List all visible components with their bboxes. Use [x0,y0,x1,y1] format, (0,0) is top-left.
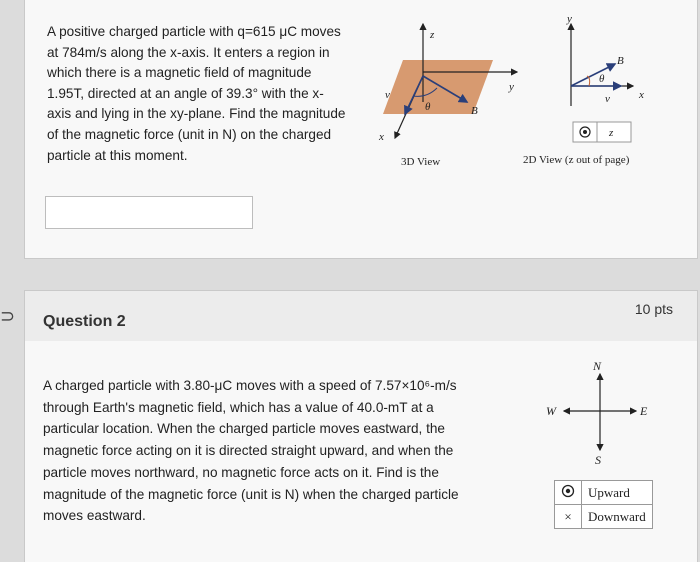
3d-view-diagram [375,18,525,148]
y-label: y [509,81,514,93]
cross-into-page-icon: × [555,505,582,529]
north-label: N [593,359,602,373]
compass-diagram [540,356,670,468]
q1-line: at 784m/s along the x-axis. It enters a region in [47,44,330,60]
q1-line: A positive charged particle with q=615 μC moves [47,24,341,39]
theta-label: θ [425,101,431,113]
legend-upward-label: Upward [582,481,653,505]
east-label: E [640,404,648,418]
q1-line: of the magnetic force (unit in N) on the charged [47,126,332,142]
question-1-text [47,22,367,166]
south-label: S [595,453,601,467]
question-pointer-icon: ⊃ [0,306,16,326]
question-2-text [43,375,499,527]
legend-row-downward [555,505,653,529]
theta-label-2d: θ [599,73,605,85]
q1-line: particle at this moment. [47,147,188,163]
b-label-2d: B [617,55,624,67]
question-2-header [24,290,698,342]
z-label: z [430,29,435,41]
q1-line: which there is a magnetic field of magnitude [47,65,312,81]
points-label: 10 pts [634,301,673,317]
3d-view-caption: 3D View [401,156,441,168]
z-label-2d: z [609,127,614,139]
q2-line: moves eastward. [43,508,146,524]
q2-line: magnetic force acting on it is directed straight upward, and when the [43,443,454,459]
v-label-2d: v [605,93,610,105]
q2-line: through Earth's magnetic field, which has a value of 40.0-mT at a [43,399,434,415]
west-label: W [546,404,556,418]
b-label: B [471,105,478,117]
x-label: x [379,131,384,143]
q2-line: particle moves northward, no magnetic force acts on it. Find is the [43,464,439,480]
question-1-card [24,0,698,259]
x-label-2d: x [639,89,644,101]
q2-line: particular location. When the charged particle moves eastward, the [43,421,445,437]
q1-line: 1.95T, directed at an angle of 39.3° with the x- [47,85,324,101]
2d-view-caption: 2D View (z out of page) [523,154,630,166]
z-out-legend-box [573,122,631,142]
dot-out-of-page-icon [555,481,582,505]
b-vector-2d [571,64,615,86]
q2-line: magnitude of the magnetic force (unit is N) when the charged particle [43,486,459,502]
q2-line: A charged particle with 3.80-μC moves with a speed of 7.57×10⁶-m/s [43,378,457,393]
legend-downward-label: Downward [582,505,653,529]
direction-legend [554,480,653,529]
legend-row-upward [555,481,653,505]
question-2-title: Question 2 [43,313,126,330]
answer-input[interactable] [45,196,253,229]
q1-line: axis and lying in the xy-plane. Find the magnitude [47,106,346,122]
2d-view-diagram [525,12,665,144]
y-label-2d: y [567,13,572,25]
v-label: v [385,89,390,101]
